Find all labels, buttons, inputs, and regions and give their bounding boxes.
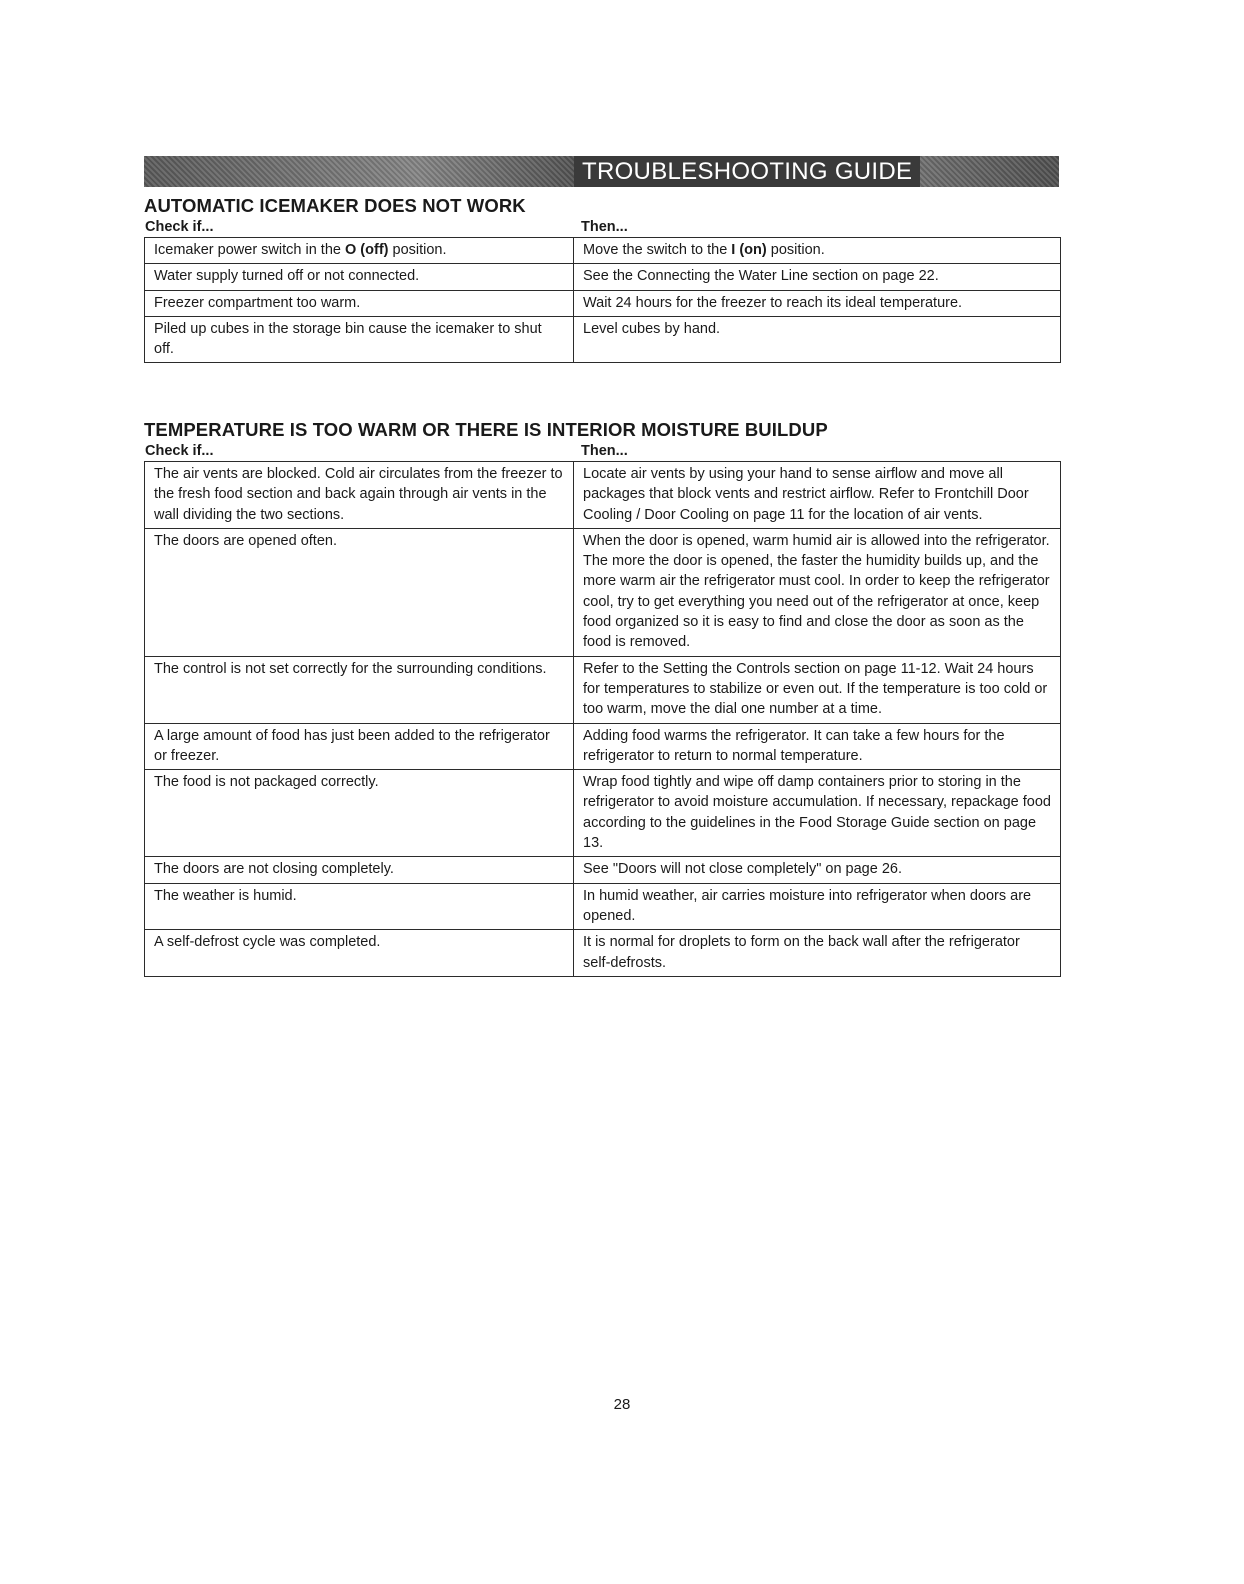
table-row [145, 238, 1061, 264]
then-cell: Wait 24 hours for the freezer to reach its ideal temperature. [574, 290, 1061, 316]
then-header: Then... [581, 219, 628, 235]
check-if-cell: Piled up cubes in the storage bin cause the icemaker to shut off. [145, 316, 574, 363]
check-if-cell: The doors are not closing completely. [145, 857, 574, 883]
check-if-cell: The control is not set correctly for the surrounding conditions. [145, 656, 574, 723]
table-row [145, 462, 1061, 529]
table-row [145, 930, 1061, 977]
emphasis-text: O (off) [345, 242, 389, 258]
table-row [145, 264, 1061, 290]
check-if-cell: Water supply turned off or not connected. [145, 264, 574, 290]
then-header: Then... [581, 443, 628, 459]
then-cell: When the door is opened, warm humid air is allowed into the refrigerator. The more the door is opened, the faster the humidity builds up, and the more warm air the refrigerator must cool. In order to keep the refrigerator cool, try to get everything you need out of the refrigerator at once, keep food organized so it is easy to find and close the door as soon as the food is removed. [574, 528, 1061, 656]
section-icemaker [144, 195, 1061, 363]
check-if-cell: The weather is humid. [145, 883, 574, 930]
table-row [145, 883, 1061, 930]
page-number: 28 [613, 1396, 631, 1413]
section-title: TEMPERATURE IS TOO WARM OR THERE IS INTERIOR MOISTURE BUILDUP [144, 419, 828, 440]
check-if-cell: A large amount of food has just been added to the refrigerator or freezer. [145, 723, 574, 770]
then-cell: Level cubes by hand. [574, 316, 1061, 363]
then-cell: See the Connecting the Water Line section on page 22. [574, 264, 1061, 290]
column-headers [144, 217, 1061, 237]
check-if-header: Check if... [145, 443, 214, 459]
troubleshooting-banner [144, 156, 1059, 187]
then-cell: In humid weather, air carries moisture into refrigerator when doors are opened. [574, 883, 1061, 930]
check-if-cell: A self-defrost cycle was completed. [145, 930, 574, 977]
then-cell: Refer to the Setting the Controls section on page 11-12. Wait 24 hours for temperatures to stabilize or even out. If the temperature is too cold or too warm, move the dial one number at a time. [574, 656, 1061, 723]
section-title: AUTOMATIC ICEMAKER DOES NOT WORK [144, 195, 526, 216]
then-cell: Move the switch to the I (on) position. [574, 238, 1061, 264]
check-if-cell: The air vents are blocked. Cold air circulates from the freezer to the fresh food section and back again through air vents in the wall dividing the two sections. [145, 462, 574, 529]
table-row [145, 857, 1061, 883]
section-temperature-moisture [144, 419, 1061, 977]
check-if-cell: Icemaker power switch in the O (off) position. [145, 238, 574, 264]
table-row [145, 656, 1061, 723]
table-row [145, 770, 1061, 857]
then-cell: Locate air vents by using your hand to sense airflow and move all packages that block vents and restrict airflow. Refer to Frontchill Door Cooling / Door Cooling on page 11 for the location of air vents. [574, 462, 1061, 529]
banner-title: TROUBLESHOOTING GUIDE [574, 156, 920, 187]
then-cell: Wrap food tightly and wipe off damp containers prior to storing in the refrigerator to avoid moisture accumulation. If necessary, repackage food according to the guidelines in the Food Storage Guide section on page 13. [574, 770, 1061, 857]
troubleshooting-table [144, 461, 1061, 977]
check-if-cell: The doors are opened often. [145, 528, 574, 656]
column-headers [144, 441, 1061, 461]
check-if-header: Check if... [145, 219, 214, 235]
troubleshooting-table [144, 237, 1061, 363]
table-row [145, 290, 1061, 316]
table-row [145, 528, 1061, 656]
emphasis-text: I (on) [731, 242, 767, 258]
then-cell: It is normal for droplets to form on the back wall after the refrigerator self-defrosts. [574, 930, 1061, 977]
check-if-cell: Freezer compartment too warm. [145, 290, 574, 316]
table-row [145, 723, 1061, 770]
check-if-cell: The food is not packaged correctly. [145, 770, 574, 857]
table-row [145, 316, 1061, 363]
then-cell: See "Doors will not close completely" on page 26. [574, 857, 1061, 883]
then-cell: Adding food warms the refrigerator. It can take a few hours for the refrigerator to return to normal temperature. [574, 723, 1061, 770]
